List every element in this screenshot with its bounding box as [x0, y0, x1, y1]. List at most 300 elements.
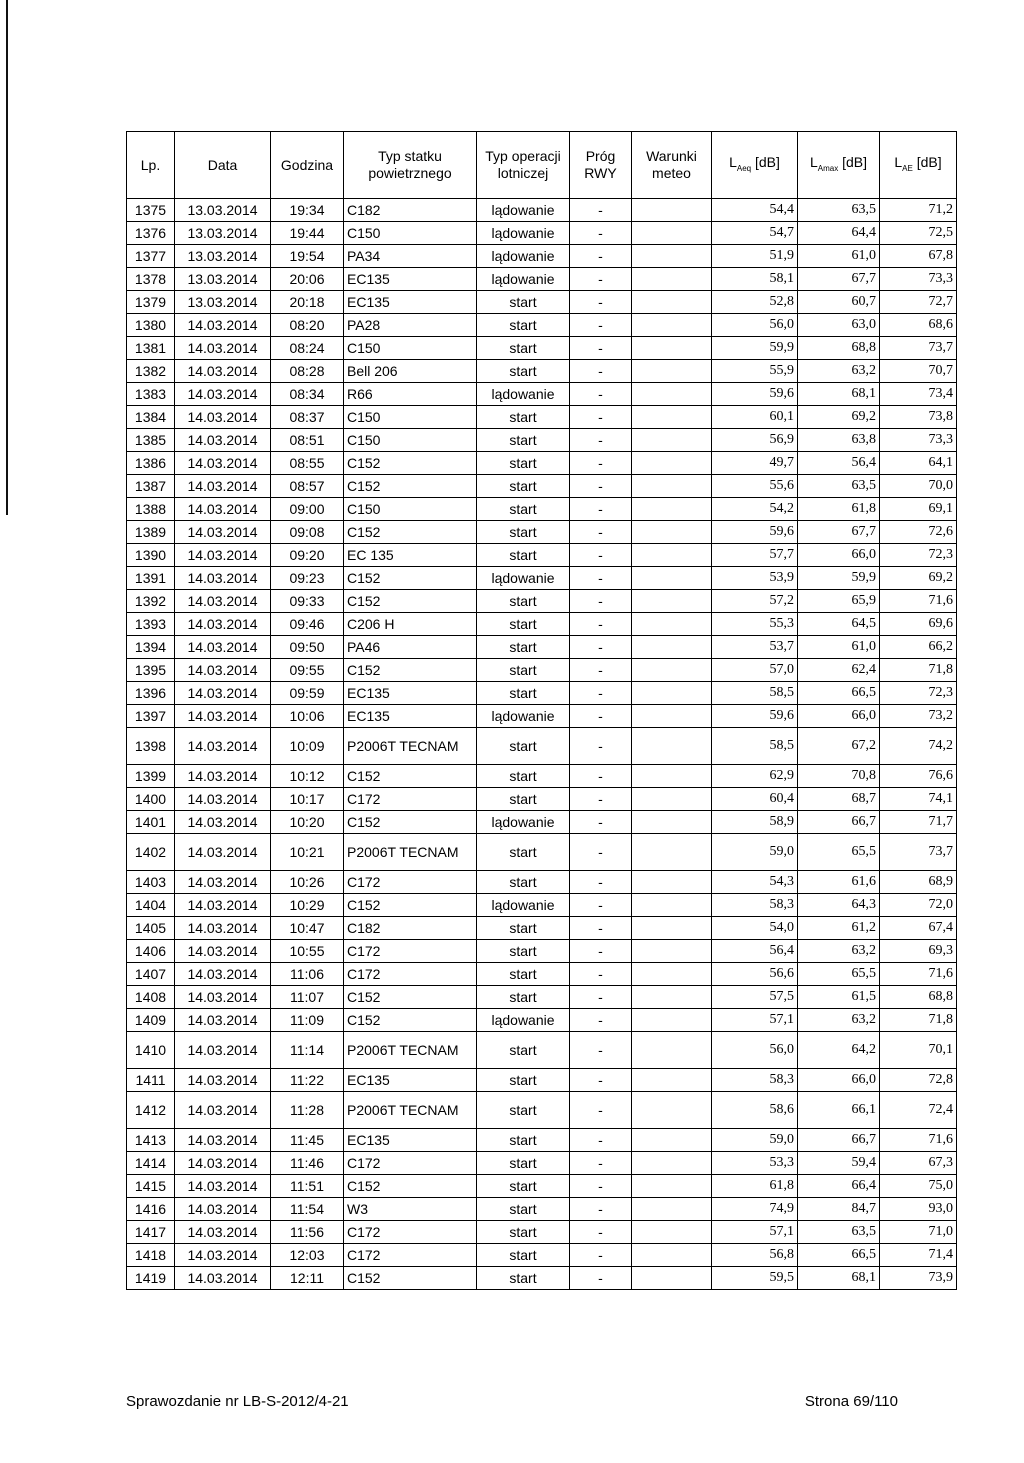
cell-lp: 1418 — [127, 1244, 175, 1267]
cell-weather — [632, 1009, 712, 1032]
cell-time: 09:55 — [271, 659, 344, 682]
cell-operation-type: lądowanie — [477, 383, 570, 406]
cell-weather — [632, 636, 712, 659]
cell-weather — [632, 613, 712, 636]
cell-lae: 72,4 — [880, 1092, 957, 1129]
cell-operation-type: start — [477, 314, 570, 337]
cell-date: 14.03.2014 — [175, 1175, 271, 1198]
cell-lae: 72,3 — [880, 682, 957, 705]
cell-runway-threshold: - — [570, 1069, 632, 1092]
cell-lamax: 64,2 — [798, 1032, 880, 1069]
table-row — [127, 1244, 957, 1267]
cell-operation-type: lądowanie — [477, 1009, 570, 1032]
cell-runway-threshold: - — [570, 314, 632, 337]
cell-laeq: 57,1 — [712, 1221, 798, 1244]
cell-lamax: 66,5 — [798, 682, 880, 705]
cell-lae: 72,5 — [880, 222, 957, 245]
cell-time: 11:56 — [271, 1221, 344, 1244]
cell-aircraft-type: C152 — [344, 1175, 477, 1198]
cell-lae: 67,8 — [880, 245, 957, 268]
cell-time: 09:20 — [271, 544, 344, 567]
cell-operation-type: start — [477, 728, 570, 765]
table-row — [127, 590, 957, 613]
cell-lp: 1380 — [127, 314, 175, 337]
cell-laeq: 57,2 — [712, 590, 798, 613]
table-row — [127, 728, 957, 765]
cell-lp: 1394 — [127, 636, 175, 659]
cell-time: 11:45 — [271, 1129, 344, 1152]
cell-operation-type: start — [477, 940, 570, 963]
cell-laeq: 52,8 — [712, 291, 798, 314]
cell-operation-type: lądowanie — [477, 705, 570, 728]
cell-lp: 1402 — [127, 834, 175, 871]
cell-weather — [632, 963, 712, 986]
cell-lae: 66,2 — [880, 636, 957, 659]
cell-operation-type: lądowanie — [477, 567, 570, 590]
cell-time: 11:06 — [271, 963, 344, 986]
cell-weather — [632, 894, 712, 917]
cell-lp: 1405 — [127, 917, 175, 940]
cell-lp: 1409 — [127, 1009, 175, 1032]
cell-laeq: 58,1 — [712, 268, 798, 291]
cell-time: 10:21 — [271, 834, 344, 871]
cell-runway-threshold: - — [570, 360, 632, 383]
cell-lae: 67,4 — [880, 917, 957, 940]
cell-time: 19:54 — [271, 245, 344, 268]
cell-date: 14.03.2014 — [175, 1009, 271, 1032]
cell-runway-threshold: - — [570, 222, 632, 245]
cell-date: 14.03.2014 — [175, 314, 271, 337]
cell-time: 08:37 — [271, 406, 344, 429]
cell-lamax: 62,4 — [798, 659, 880, 682]
cell-operation-type: start — [477, 337, 570, 360]
cell-aircraft-type: C150 — [344, 406, 477, 429]
cell-lp: 1384 — [127, 406, 175, 429]
table-row — [127, 765, 957, 788]
table-row — [127, 1175, 957, 1198]
cell-operation-type: start — [477, 917, 570, 940]
cell-weather — [632, 199, 712, 222]
cell-weather — [632, 1221, 712, 1244]
cell-lamax: 67,7 — [798, 268, 880, 291]
table-row — [127, 894, 957, 917]
cell-aircraft-type: C152 — [344, 567, 477, 590]
cell-lp: 1395 — [127, 659, 175, 682]
cell-lp: 1375 — [127, 199, 175, 222]
header-prog-rwy: Próg RWY — [570, 132, 632, 199]
cell-date: 14.03.2014 — [175, 590, 271, 613]
cell-date: 13.03.2014 — [175, 291, 271, 314]
cell-operation-type: start — [477, 834, 570, 871]
cell-lae: 64,1 — [880, 452, 957, 475]
cell-runway-threshold: - — [570, 917, 632, 940]
cell-time: 08:55 — [271, 452, 344, 475]
cell-operation-type: start — [477, 406, 570, 429]
cell-lp: 1412 — [127, 1092, 175, 1129]
table-row — [127, 1009, 957, 1032]
cell-laeq: 58,5 — [712, 682, 798, 705]
cell-aircraft-type: C152 — [344, 521, 477, 544]
cell-date: 14.03.2014 — [175, 636, 271, 659]
cell-date: 14.03.2014 — [175, 1198, 271, 1221]
cell-date: 14.03.2014 — [175, 360, 271, 383]
table-row — [127, 788, 957, 811]
cell-weather — [632, 429, 712, 452]
cell-aircraft-type: C152 — [344, 894, 477, 917]
cell-weather — [632, 682, 712, 705]
cell-laeq: 59,0 — [712, 1129, 798, 1152]
cell-lamax: 65,5 — [798, 963, 880, 986]
cell-laeq: 56,8 — [712, 1244, 798, 1267]
cell-weather — [632, 291, 712, 314]
cell-lp: 1398 — [127, 728, 175, 765]
cell-lp: 1390 — [127, 544, 175, 567]
cell-time: 09:59 — [271, 682, 344, 705]
table-row — [127, 429, 957, 452]
cell-time: 11:09 — [271, 1009, 344, 1032]
cell-lae: 69,2 — [880, 567, 957, 590]
cell-laeq: 59,6 — [712, 705, 798, 728]
measurement-table — [126, 131, 957, 1290]
cell-lamax: 69,2 — [798, 406, 880, 429]
cell-date: 14.03.2014 — [175, 728, 271, 765]
footer-report-id: Sprawozdanie nr LB-S-2012/4-21 — [126, 1393, 349, 1410]
cell-laeq: 55,9 — [712, 360, 798, 383]
cell-lamax: 66,0 — [798, 705, 880, 728]
cell-date: 14.03.2014 — [175, 1221, 271, 1244]
cell-weather — [632, 452, 712, 475]
cell-lamax: 59,4 — [798, 1152, 880, 1175]
cell-operation-type: start — [477, 659, 570, 682]
cell-time: 12:03 — [271, 1244, 344, 1267]
cell-lp: 1379 — [127, 291, 175, 314]
cell-laeq: 59,6 — [712, 383, 798, 406]
cell-time: 10:17 — [271, 788, 344, 811]
cell-aircraft-type: C172 — [344, 1152, 477, 1175]
cell-operation-type: start — [477, 1244, 570, 1267]
cell-lae: 71,6 — [880, 1129, 957, 1152]
cell-lae: 73,9 — [880, 1267, 957, 1290]
cell-weather — [632, 567, 712, 590]
cell-runway-threshold: - — [570, 811, 632, 834]
cell-lamax: 61,0 — [798, 636, 880, 659]
cell-lamax: 66,0 — [798, 1069, 880, 1092]
cell-time: 11:07 — [271, 986, 344, 1009]
cell-lp: 1410 — [127, 1032, 175, 1069]
cell-aircraft-type: P2006T TECNAM — [344, 728, 477, 765]
table-row — [127, 406, 957, 429]
table-row — [127, 222, 957, 245]
cell-lp: 1413 — [127, 1129, 175, 1152]
cell-weather — [632, 834, 712, 871]
cell-time: 10:06 — [271, 705, 344, 728]
cell-date: 14.03.2014 — [175, 1032, 271, 1069]
cell-aircraft-type: C172 — [344, 963, 477, 986]
cell-lamax: 61,8 — [798, 498, 880, 521]
cell-time: 09:08 — [271, 521, 344, 544]
cell-operation-type: lądowanie — [477, 199, 570, 222]
cell-weather — [632, 268, 712, 291]
cell-weather — [632, 222, 712, 245]
table-row — [127, 834, 957, 871]
cell-lae: 69,3 — [880, 940, 957, 963]
cell-aircraft-type: C172 — [344, 1244, 477, 1267]
cell-laeq: 58,9 — [712, 811, 798, 834]
cell-aircraft-type: C182 — [344, 199, 477, 222]
cell-laeq: 59,9 — [712, 337, 798, 360]
cell-lae: 74,1 — [880, 788, 957, 811]
cell-operation-type: start — [477, 1069, 570, 1092]
cell-lp: 1399 — [127, 765, 175, 788]
cell-operation-type: start — [477, 682, 570, 705]
cell-time: 11:22 — [271, 1069, 344, 1092]
cell-lae: 71,2 — [880, 199, 957, 222]
table-row — [127, 498, 957, 521]
cell-lp: 1387 — [127, 475, 175, 498]
cell-runway-threshold: - — [570, 834, 632, 871]
cell-weather — [632, 986, 712, 1009]
cell-time: 11:46 — [271, 1152, 344, 1175]
table-row — [127, 811, 957, 834]
cell-aircraft-type: C172 — [344, 1221, 477, 1244]
cell-lae: 73,3 — [880, 429, 957, 452]
cell-aircraft-type: C152 — [344, 986, 477, 1009]
cell-lamax: 66,5 — [798, 1244, 880, 1267]
cell-lae: 68,9 — [880, 871, 957, 894]
cell-operation-type: start — [477, 1175, 570, 1198]
table-row — [127, 1198, 957, 1221]
cell-weather — [632, 314, 712, 337]
cell-operation-type: start — [477, 1032, 570, 1069]
cell-aircraft-type: P2006T TECNAM — [344, 1092, 477, 1129]
cell-lamax: 68,8 — [798, 337, 880, 360]
cell-lp: 1381 — [127, 337, 175, 360]
cell-lamax: 61,5 — [798, 986, 880, 1009]
cell-runway-threshold: - — [570, 291, 632, 314]
cell-weather — [632, 1092, 712, 1129]
cell-weather — [632, 337, 712, 360]
table-row — [127, 1221, 957, 1244]
cell-lp: 1392 — [127, 590, 175, 613]
cell-lamax: 64,3 — [798, 894, 880, 917]
cell-laeq: 74,9 — [712, 1198, 798, 1221]
table-row — [127, 636, 957, 659]
cell-lp: 1401 — [127, 811, 175, 834]
cell-runway-threshold: - — [570, 788, 632, 811]
cell-time: 10:09 — [271, 728, 344, 765]
cell-lamax: 70,8 — [798, 765, 880, 788]
cell-laeq: 53,3 — [712, 1152, 798, 1175]
cell-runway-threshold: - — [570, 682, 632, 705]
cell-weather — [632, 590, 712, 613]
cell-laeq: 56,9 — [712, 429, 798, 452]
cell-aircraft-type: C150 — [344, 429, 477, 452]
cell-lamax: 68,7 — [798, 788, 880, 811]
cell-time: 11:51 — [271, 1175, 344, 1198]
cell-time: 09:33 — [271, 590, 344, 613]
cell-lae: 73,4 — [880, 383, 957, 406]
cell-runway-threshold: - — [570, 894, 632, 917]
cell-laeq: 57,1 — [712, 1009, 798, 1032]
cell-operation-type: start — [477, 1267, 570, 1290]
cell-lp: 1419 — [127, 1267, 175, 1290]
cell-runway-threshold: - — [570, 659, 632, 682]
cell-runway-threshold: - — [570, 406, 632, 429]
cell-runway-threshold: - — [570, 1221, 632, 1244]
table-row — [127, 940, 957, 963]
table-row — [127, 986, 957, 1009]
table-header-row — [127, 132, 957, 199]
cell-aircraft-type: R66 — [344, 383, 477, 406]
cell-weather — [632, 1129, 712, 1152]
cell-aircraft-type: C172 — [344, 940, 477, 963]
cell-weather — [632, 1198, 712, 1221]
cell-lamax: 65,5 — [798, 834, 880, 871]
cell-date: 14.03.2014 — [175, 963, 271, 986]
cell-aircraft-type: C152 — [344, 765, 477, 788]
cell-runway-threshold: - — [570, 544, 632, 567]
cell-lamax: 63,5 — [798, 1221, 880, 1244]
cell-runway-threshold: - — [570, 1152, 632, 1175]
cell-laeq: 54,0 — [712, 917, 798, 940]
cell-operation-type: start — [477, 475, 570, 498]
cell-date: 14.03.2014 — [175, 452, 271, 475]
cell-lp: 1388 — [127, 498, 175, 521]
cell-runway-threshold: - — [570, 475, 632, 498]
table-row — [127, 871, 957, 894]
cell-lamax: 66,7 — [798, 1129, 880, 1152]
table-row — [127, 268, 957, 291]
cell-time: 10:47 — [271, 917, 344, 940]
table-row — [127, 963, 957, 986]
cell-lp: 1377 — [127, 245, 175, 268]
cell-runway-threshold: - — [570, 871, 632, 894]
cell-runway-threshold: - — [570, 1009, 632, 1032]
table-row — [127, 521, 957, 544]
cell-weather — [632, 406, 712, 429]
cell-time: 09:00 — [271, 498, 344, 521]
cell-laeq: 56,6 — [712, 963, 798, 986]
cell-lamax: 67,7 — [798, 521, 880, 544]
cell-lae: 72,3 — [880, 544, 957, 567]
table-row — [127, 1152, 957, 1175]
cell-aircraft-type: C150 — [344, 498, 477, 521]
cell-laeq: 59,5 — [712, 1267, 798, 1290]
cell-weather — [632, 521, 712, 544]
cell-weather — [632, 940, 712, 963]
cell-laeq: 59,6 — [712, 521, 798, 544]
cell-laeq: 54,4 — [712, 199, 798, 222]
cell-lamax: 66,0 — [798, 544, 880, 567]
cell-lamax: 64,4 — [798, 222, 880, 245]
cell-aircraft-type: C182 — [344, 917, 477, 940]
table-row — [127, 659, 957, 682]
cell-runway-threshold: - — [570, 452, 632, 475]
cell-lp: 1378 — [127, 268, 175, 291]
cell-lp: 1393 — [127, 613, 175, 636]
table-row — [127, 917, 957, 940]
cell-lamax: 63,2 — [798, 360, 880, 383]
cell-operation-type: lądowanie — [477, 811, 570, 834]
cell-laeq: 60,1 — [712, 406, 798, 429]
cell-aircraft-type: EC135 — [344, 291, 477, 314]
cell-lae: 71,7 — [880, 811, 957, 834]
cell-weather — [632, 1069, 712, 1092]
table-row — [127, 245, 957, 268]
cell-operation-type: start — [477, 986, 570, 1009]
cell-operation-type: start — [477, 590, 570, 613]
cell-lp: 1383 — [127, 383, 175, 406]
cell-lp: 1391 — [127, 567, 175, 590]
table-row — [127, 314, 957, 337]
cell-date: 14.03.2014 — [175, 765, 271, 788]
cell-runway-threshold: - — [570, 429, 632, 452]
cell-lae: 68,8 — [880, 986, 957, 1009]
cell-time: 08:34 — [271, 383, 344, 406]
cell-runway-threshold: - — [570, 613, 632, 636]
cell-weather — [632, 245, 712, 268]
cell-lp: 1407 — [127, 963, 175, 986]
table-row — [127, 705, 957, 728]
cell-aircraft-type: C206 H — [344, 613, 477, 636]
cell-lae: 74,2 — [880, 728, 957, 765]
cell-lp: 1397 — [127, 705, 175, 728]
cell-operation-type: start — [477, 788, 570, 811]
cell-runway-threshold: - — [570, 705, 632, 728]
cell-operation-type: lądowanie — [477, 222, 570, 245]
cell-operation-type: start — [477, 1129, 570, 1152]
cell-lamax: 61,0 — [798, 245, 880, 268]
cell-time: 09:46 — [271, 613, 344, 636]
cell-runway-threshold: - — [570, 498, 632, 521]
cell-aircraft-type: P2006T TECNAM — [344, 834, 477, 871]
cell-lae: 69,6 — [880, 613, 957, 636]
cell-lae: 73,7 — [880, 337, 957, 360]
cell-lp: 1376 — [127, 222, 175, 245]
table-row — [127, 291, 957, 314]
cell-lae: 93,0 — [880, 1198, 957, 1221]
cell-lp: 1403 — [127, 871, 175, 894]
cell-operation-type: lądowanie — [477, 894, 570, 917]
cell-time: 11:54 — [271, 1198, 344, 1221]
cell-date: 14.03.2014 — [175, 475, 271, 498]
cell-laeq: 53,9 — [712, 567, 798, 590]
header-lae: $L_{AE}$ [dB] — [880, 132, 957, 199]
cell-date: 13.03.2014 — [175, 199, 271, 222]
cell-time: 10:26 — [271, 871, 344, 894]
cell-lamax: 68,1 — [798, 383, 880, 406]
cell-operation-type: start — [477, 1152, 570, 1175]
cell-date: 14.03.2014 — [175, 811, 271, 834]
table-row — [127, 199, 957, 222]
cell-lamax: 67,2 — [798, 728, 880, 765]
cell-date: 14.03.2014 — [175, 1267, 271, 1290]
cell-weather — [632, 705, 712, 728]
cell-weather — [632, 498, 712, 521]
cell-operation-type: lądowanie — [477, 245, 570, 268]
cell-weather — [632, 544, 712, 567]
cell-lamax: 63,5 — [798, 199, 880, 222]
cell-operation-type: start — [477, 613, 570, 636]
cell-aircraft-type: C152 — [344, 452, 477, 475]
cell-time: 20:06 — [271, 268, 344, 291]
cell-date: 14.03.2014 — [175, 521, 271, 544]
cell-lae: 70,0 — [880, 475, 957, 498]
cell-date: 14.03.2014 — [175, 498, 271, 521]
cell-lae: 70,1 — [880, 1032, 957, 1069]
cell-runway-threshold: - — [570, 728, 632, 765]
table-body — [127, 199, 957, 1290]
